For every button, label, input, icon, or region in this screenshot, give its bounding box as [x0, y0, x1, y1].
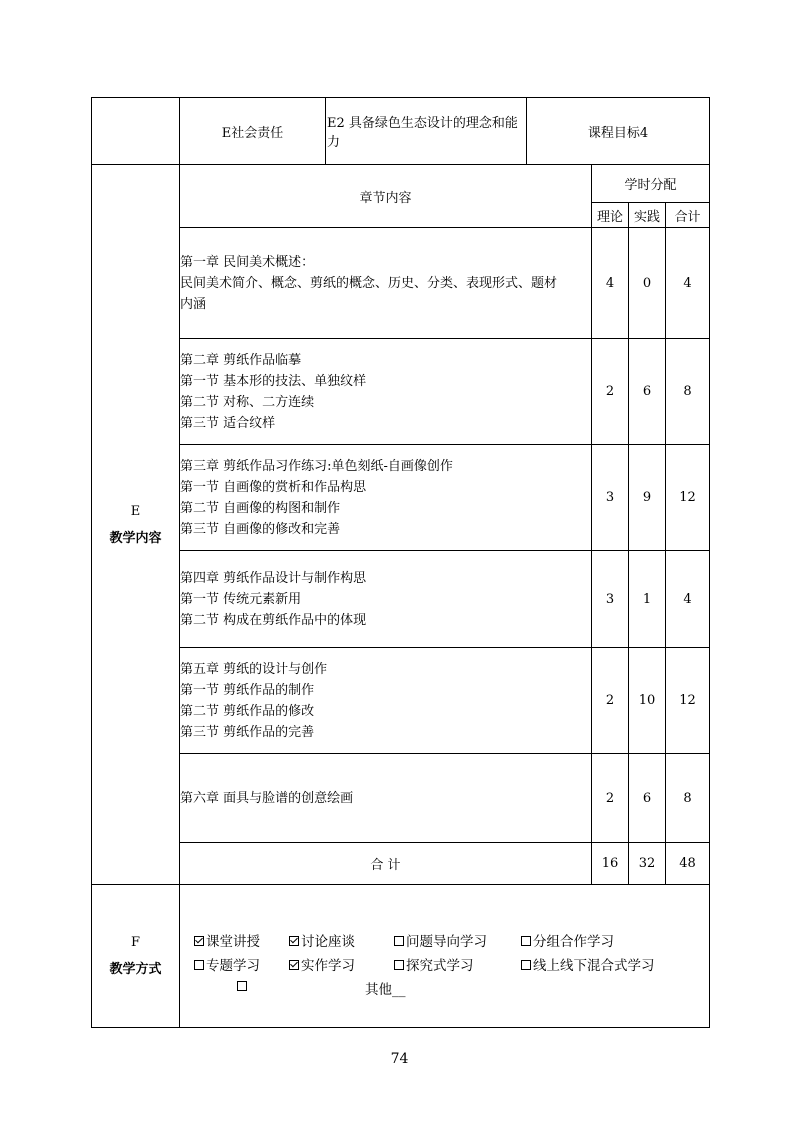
practice-hours: 0: [642, 275, 652, 291]
total-hours: 4: [683, 275, 692, 291]
chapter-line: 第一节 传统元素新用: [180, 591, 302, 607]
method-option[interactable]: 线上线下混合式学习: [521, 954, 655, 974]
section-f-title: 教学方式: [109, 962, 162, 977]
sum-total: 48: [679, 856, 696, 871]
section-e-code: E: [130, 503, 141, 519]
column-header-theory: 理论: [596, 209, 623, 225]
column-header-hours: 学时分配: [624, 178, 677, 193]
section-e-title: 教学内容: [109, 530, 162, 546]
method-option[interactable]: 专题学习: [194, 954, 260, 974]
total-hours: 12: [679, 490, 696, 505]
chapter-line: 第四章 剪纸作品设计与制作构思: [180, 570, 367, 586]
chapter-line: 第三章 剪纸作品习作练习:单色刻纸-自画像创作: [180, 458, 453, 474]
practice-hours: 1: [642, 591, 652, 607]
method-option[interactable]: 讨论座谈: [289, 930, 355, 950]
method-option[interactable]: 分组合作学习: [521, 930, 614, 950]
checkbox-checked-icon[interactable]: [289, 960, 299, 970]
checkbox-icon[interactable]: [394, 936, 404, 946]
table-row: [180, 551, 591, 647]
practice-hours: 6: [642, 790, 652, 806]
chapter-line: 第一节 基本形的技法、单独纹样: [180, 373, 367, 389]
chapter-line: 第二章 剪纸作品临摹: [180, 352, 302, 368]
category-cell: E社会责任: [221, 125, 284, 141]
table-row: [180, 648, 591, 753]
table-row: [180, 754, 591, 842]
chapter-line: 第六章 面具与脸谱的创意绘画: [180, 790, 354, 806]
chapter-line: 第三节 剪纸作品的完善: [180, 724, 315, 740]
sum-theory: 16: [601, 856, 619, 871]
chapter-line: 第三节 适合纹样: [180, 415, 276, 431]
method-option[interactable]: 问题导向学习: [394, 930, 487, 950]
column-header-content: 章节内容: [359, 190, 412, 206]
chapter-line: 内涵: [180, 296, 207, 312]
table-row: [180, 339, 591, 444]
checkbox-icon[interactable]: [194, 960, 204, 970]
theory-hours: 3: [605, 490, 615, 505]
objective-cell: 课程目标4: [587, 125, 649, 141]
practice-hours: 9: [642, 490, 652, 505]
checkbox-icon[interactable]: [521, 936, 531, 946]
sum-label: 合 计: [370, 858, 401, 873]
page-number: 74: [390, 1051, 409, 1067]
checkbox-icon[interactable]: [237, 981, 247, 991]
theory-hours: 4: [605, 275, 615, 291]
theory-hours: 2: [605, 790, 615, 806]
method-option[interactable]: 课堂讲授: [194, 930, 260, 950]
total-hours: 8: [683, 384, 692, 399]
chapter-line: 第一章 民间美术概述：: [180, 254, 315, 270]
chapter-line: 第二节 对称、二方连续: [180, 394, 315, 410]
chapter-line: 民间美术简介、概念、剪纸的概念、历史、分类、表现形式、题材: [180, 275, 558, 291]
checkbox-checked-icon[interactable]: [289, 936, 299, 946]
checkbox-checked-icon[interactable]: [194, 936, 204, 946]
chapter-line: 第三节 自画像的修改和完善: [180, 521, 341, 537]
chapter-line: 第五章 剪纸的设计与创作: [180, 661, 328, 677]
sum-practice: 32: [638, 856, 656, 871]
theory-hours: 3: [605, 591, 615, 607]
practice-hours: 6: [642, 384, 652, 399]
theory-hours: 2: [605, 693, 615, 708]
chapter-line: 第二节 自画像的构图和制作: [180, 500, 341, 516]
practice-hours: 10: [638, 693, 656, 708]
course-content-table: [91, 164, 710, 1028]
column-header-total: 合计: [674, 209, 701, 225]
chapter-line: 第一节 剪纸作品的制作: [180, 682, 315, 698]
requirement-cell: E2 具备绿色生态设计的理念和能力: [327, 116, 518, 150]
total-hours: 12: [679, 693, 696, 708]
table-row: [180, 445, 591, 550]
chapter-line: 第二节 剪纸作品的修改: [180, 703, 315, 719]
table-row: [180, 228, 591, 338]
checkbox-icon[interactable]: [521, 960, 531, 970]
theory-hours: 2: [605, 384, 615, 399]
chapter-line: 第一节 自画像的赏析和作品构思: [180, 479, 367, 495]
total-hours: 4: [683, 591, 692, 607]
chapter-line: 第二节 构成在剪纸作品中的体现: [180, 612, 367, 628]
other-label: 其他__: [365, 982, 406, 998]
method-option[interactable]: 实作学习: [289, 954, 355, 974]
header-row-table: [91, 97, 710, 165]
method-option[interactable]: 探究式学习: [394, 954, 474, 974]
section-f-code: F: [130, 935, 141, 950]
column-header-practice: 实践: [633, 209, 660, 225]
total-hours: 8: [683, 790, 692, 806]
checkbox-icon[interactable]: [394, 960, 404, 970]
